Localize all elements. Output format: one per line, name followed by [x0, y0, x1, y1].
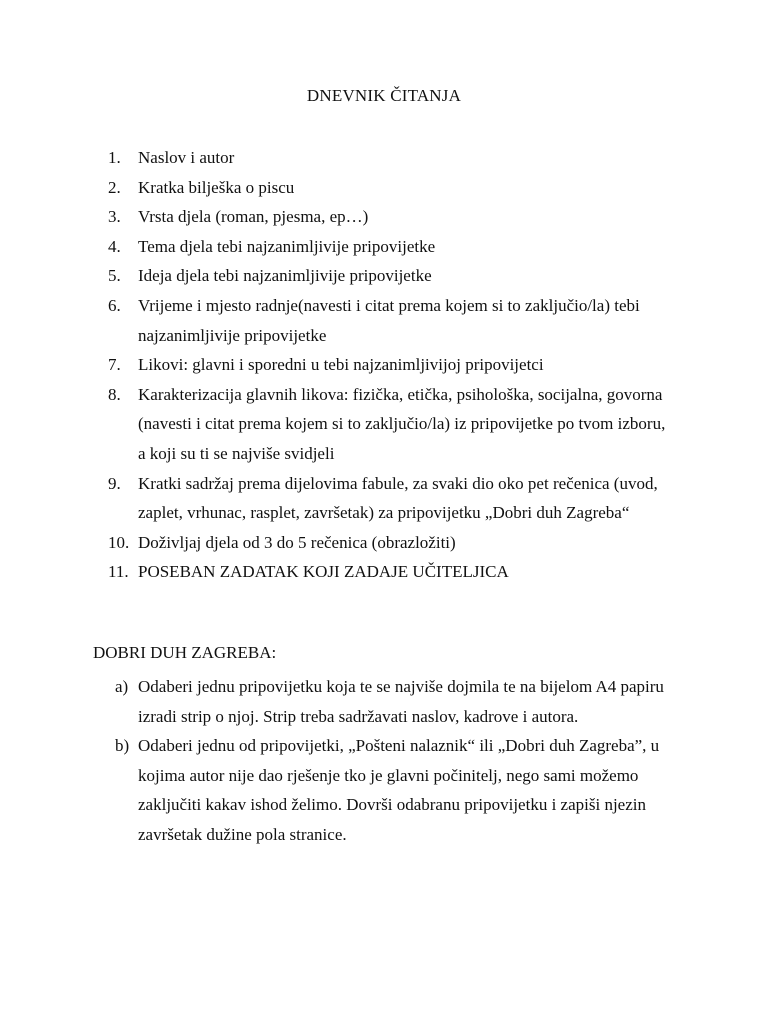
- list-item-text: Kratka bilješka o piscu: [138, 177, 295, 197]
- list-item: [108, 202, 668, 232]
- list-item-text: Likovi: glavni i sporedni u tebi najzanimljivijoj pripovijetci: [138, 355, 544, 375]
- list-item-text: Naslov i autor: [138, 148, 235, 167]
- list-item-text: Tema djela tebi najzanimljivije pripovijetke: [138, 236, 436, 256]
- list-item: [108, 469, 668, 528]
- list-item-number: 10.: [108, 532, 130, 552]
- list-item: [108, 291, 668, 350]
- reading-diary-list: [108, 143, 668, 587]
- list-item: [108, 173, 668, 203]
- list-item-text: Vrijeme i mjesto radnje(navesti i citat prema kojem si to zaključio/la) tebi najzanimljivije pripovijetke: [138, 295, 640, 345]
- sublist-item-label: b): [115, 736, 130, 756]
- list-item-number: 4.: [108, 236, 121, 256]
- sublist-item: [115, 672, 675, 731]
- sublist-item: [115, 731, 675, 849]
- list-item-text: Vrsta djela (roman, pjesma, ep…): [138, 207, 369, 227]
- list-item-text: Karakterizacija glavnih likova: fizička, etička, psihološka, socijalna, govorna (navesti i citat prema kojem si to zaključio/la) iz pripovijetke po tvom izboru, a koji su ti se najviše svidjeli: [138, 384, 666, 463]
- sublist-item-text: Odaberi jednu pripovijetku koja te se najviše dojmila te na bijelom A4 papiru izradi strip o njoj. Strip treba sadržavati naslov, kadrove i autora.: [138, 677, 664, 726]
- list-item: [108, 232, 668, 262]
- list-item: [108, 261, 668, 291]
- list-item-text: Doživljaj djela od 3 do 5 rečenica (obrazložiti): [138, 532, 456, 552]
- list-item-number: 7.: [108, 355, 121, 375]
- list-item-number: 9.: [108, 473, 121, 493]
- list-item-number: 3.: [108, 207, 121, 227]
- list-item-text: Kratki sadržaj prema dijelovima fabule, za svaki dio oko pet rečenica (uvod, zaplet, vrhunac, rasplet, završetak) za pripovijetku „Dobri duh Zagreba“: [138, 473, 658, 523]
- list-item-number: 8.: [108, 384, 121, 404]
- list-item: [108, 380, 668, 469]
- list-item-text: Ideja djela tebi najzanimljivije pripovijetke: [138, 266, 432, 286]
- list-item: [108, 528, 668, 558]
- list-item-number: 6.: [108, 295, 121, 315]
- list-item-number: 5.: [108, 266, 121, 286]
- list-item-number: 2.: [108, 177, 121, 197]
- list-item-number: 1.: [108, 148, 121, 167]
- list-item: [108, 143, 668, 173]
- list-item-text: POSEBAN ZADATAK KOJI ZADAJE UČITELJICA: [138, 562, 509, 582]
- sublist-item-label: a): [115, 677, 129, 696]
- list-item: [108, 557, 668, 587]
- list-item-number: 11.: [108, 562, 129, 582]
- document-title: DNEVNIK ČITANJA: [306, 86, 462, 105]
- section-heading: DOBRI DUH ZAGREBA:: [93, 643, 277, 662]
- task-sublist: [115, 672, 675, 850]
- sublist-item-text: Odaberi jednu od pripovijetki, „Pošteni nalaznik“ ili „Dobri duh Zagreba”, u kojima autor nije dao rješenje tko je glavni počinitelj, nego sami možemo zaključiti kakav ishod želimo. Dovrši odabranu pripovijetku i zapiši njezin završetak dužine pola stranice.: [138, 736, 660, 844]
- list-item: [108, 350, 668, 380]
